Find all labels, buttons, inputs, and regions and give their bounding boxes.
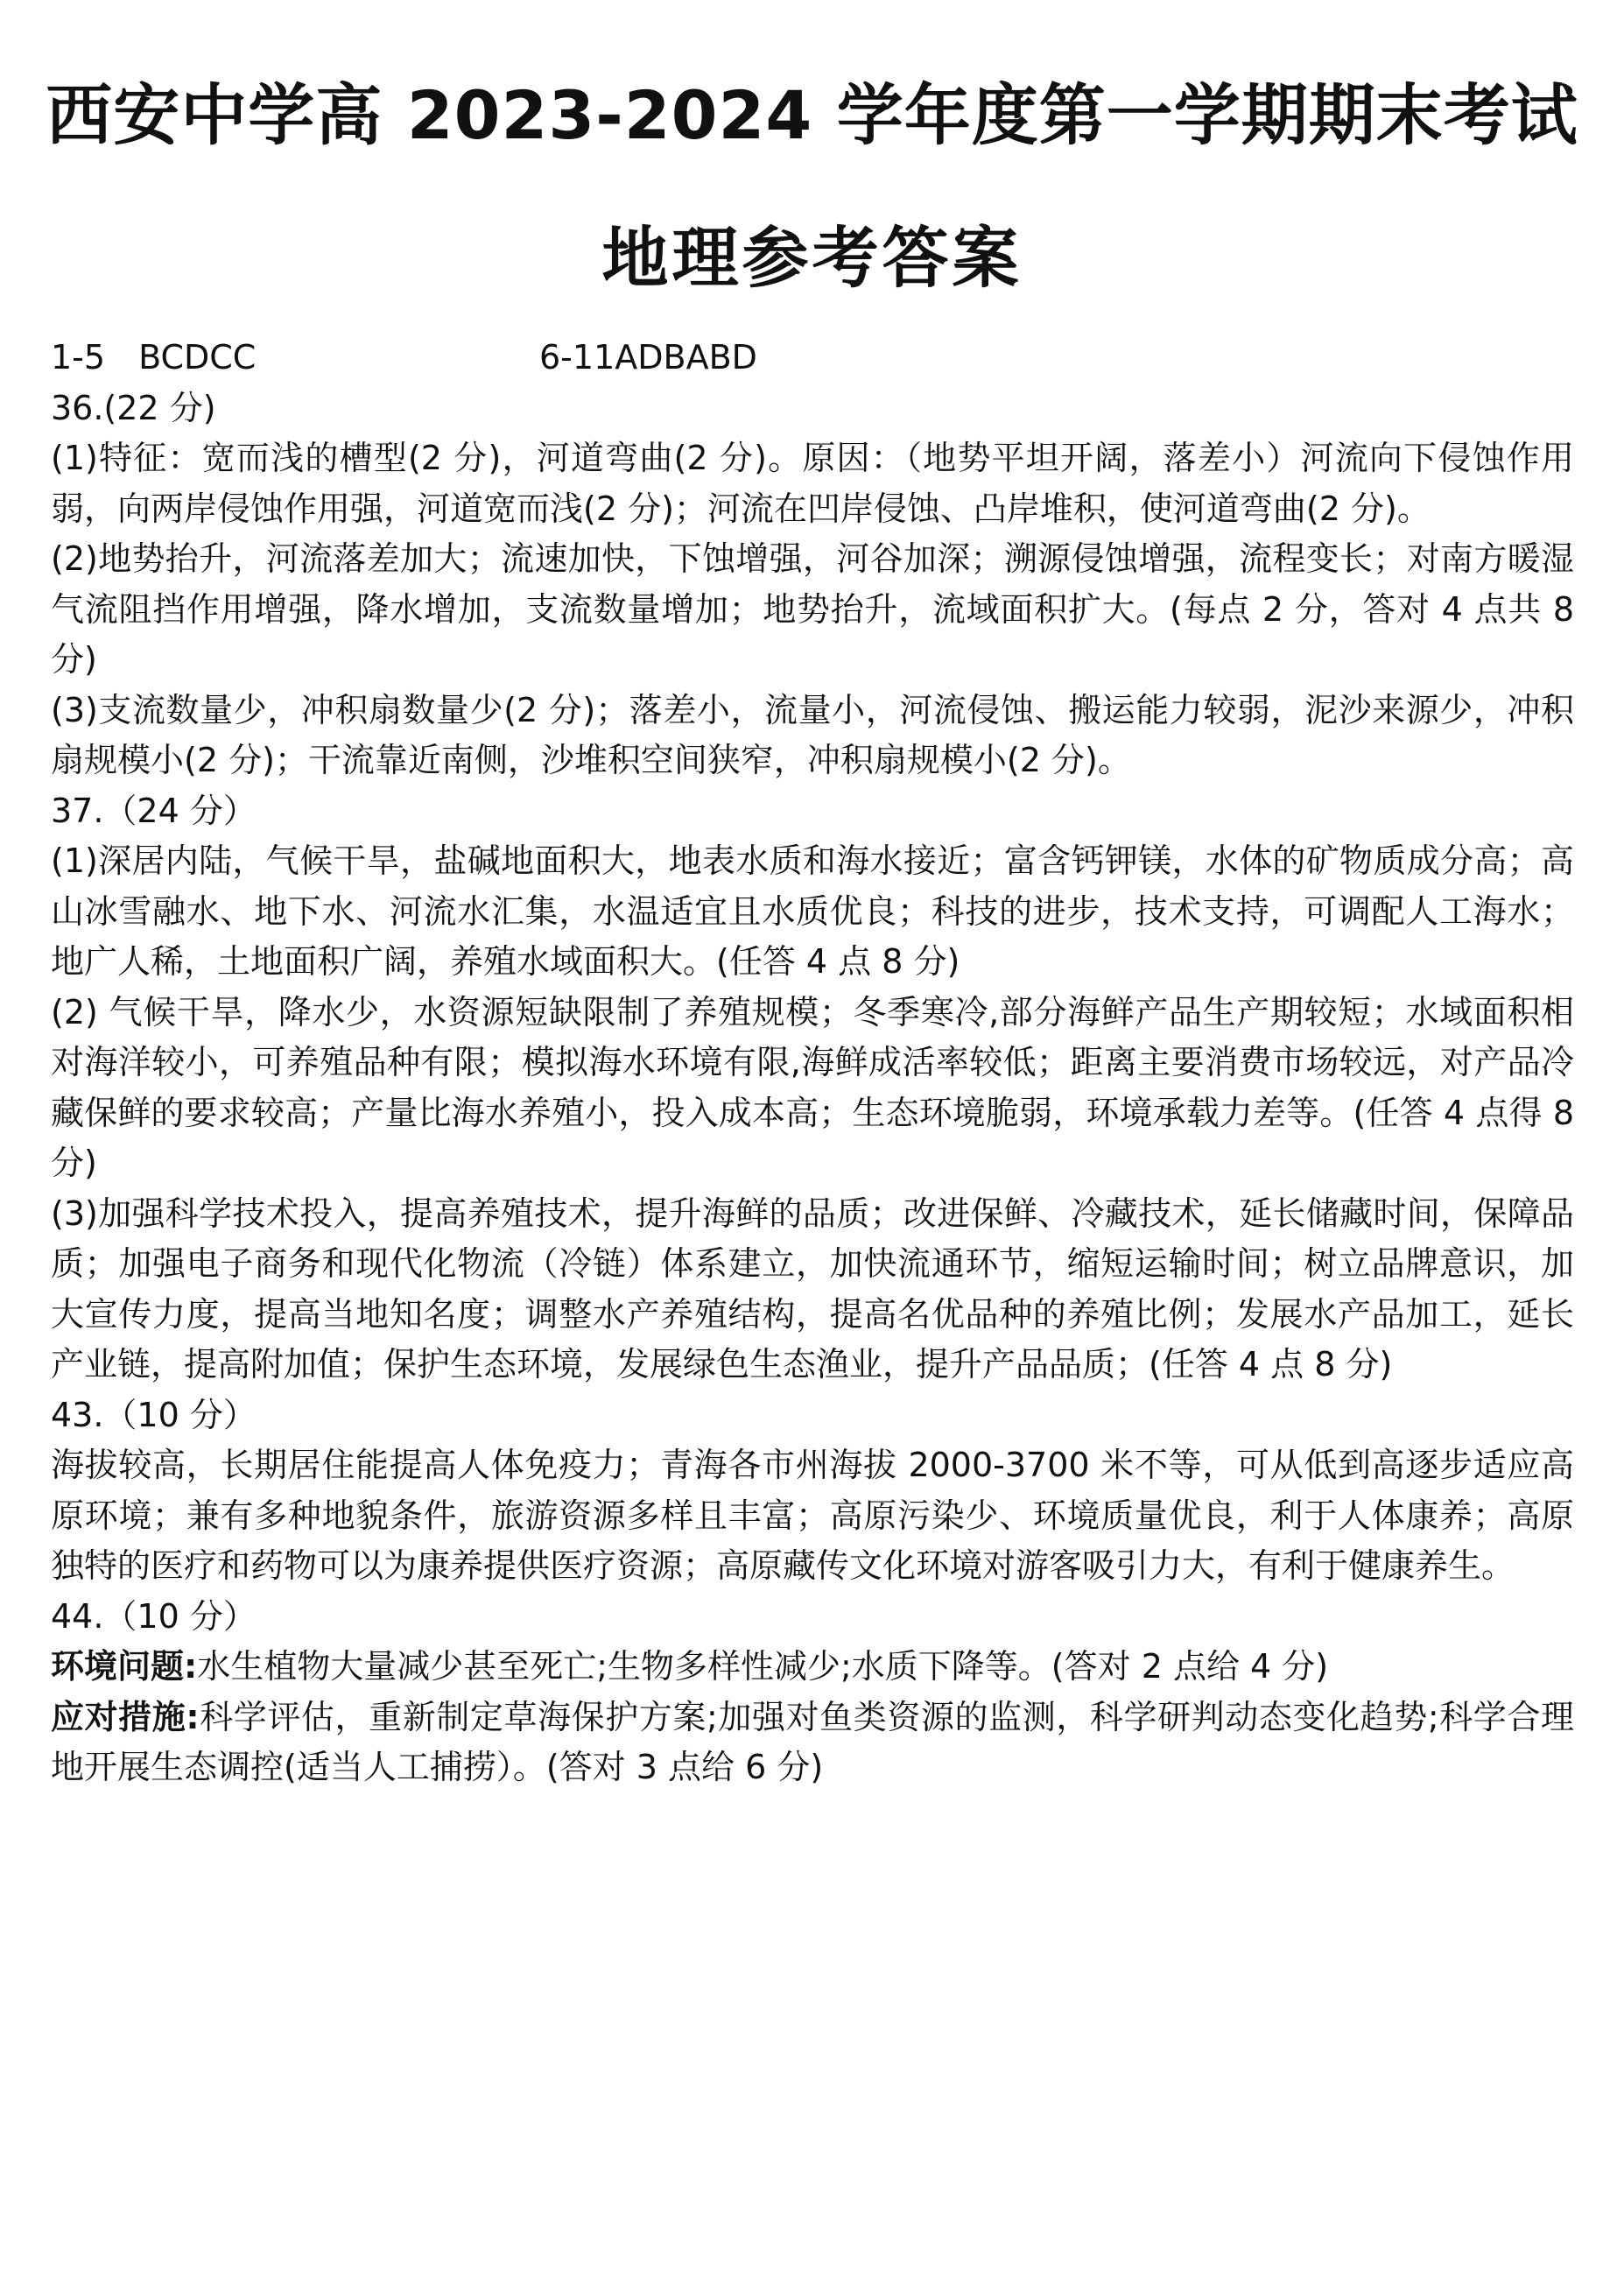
answer-content bbox=[51, 333, 1574, 1793]
q43-answer: 海拔较高，长期居住能提高人体免疫力；青海各市州海拔 2000-3700 米不等，可从低到高逐步适应高原环境；兼有多种地貌条件，旅游资源多样且丰富；高原污染少、环境质量优良，利于人体康养；高原独特的医疗和药物可以为康养提供医疗资源；高原藏传文化环境对游客吸引力大，有利于健康养生。 bbox=[51, 1446, 1574, 1585]
q44-countermeasures bbox=[51, 1693, 1574, 1793]
choice-group-1: 1-5 BCDCC bbox=[51, 338, 257, 377]
q44-environment-problem bbox=[51, 1642, 1574, 1693]
q36-part2: (2)地势抬升，河流落差加大；流速加快，下蚀增强，河谷加深；溯源侵蚀增强，流程变长；对南方暖湿气流阻挡作用增强，降水增加，支流数量增加；地势抬升，流域面积扩大。(每点 2 分，答对 4 点共 8 分) bbox=[51, 539, 1574, 679]
page-title: 西安中学高 2023-2024 学年度第一学期期末考试 bbox=[46, 76, 1578, 154]
q37-part1: (1)深居内陆，气候干旱，盐碱地面积大，地表水质和海水接近；富含钙钾镁，水体的矿物质成分高；高山冰雪融水、地下水、河流水汇集，水温适宜且水质优良；科技的进步，技术支持，可调配人工海水；地广人稀，土地面积广阔，养殖水域面积大。(任答 4 点 8 分) bbox=[51, 841, 1574, 981]
q36-heading: 36.(22 分) bbox=[51, 388, 216, 427]
q44-heading: 44.（10 分） bbox=[51, 1596, 257, 1636]
q37-part3: (3)加强科学技术投入，提高养殖技术，提升海鲜的品质；改进保鲜、冷藏技术，延长储藏时间，保障品质；加强电子商务和现代化物流（冷链）体系建立，加快流通环节，缩短运输时间；树立品牌意识，加大宣传力度，提高当地知名度；调整水产养殖结构，提高名优品种的养殖比例；发展水产品加工，延长产业链，提高附加值；保护生态环境，发展绿色生态渔业，提升产品品质；(任答 4 点 8 分) bbox=[51, 1193, 1574, 1383]
q43-heading: 43.（10 分） bbox=[51, 1395, 257, 1434]
q37-heading: 37.（24 分） bbox=[51, 791, 257, 830]
q36-part1: (1)特征：宽而浅的槽型(2 分)，河道弯曲(2 分)。原因：（地势平坦开阔，落差小）河流向下侵蚀作用弱，向两岸侵蚀作用强，河道宽而浅(2 分)；河流在凹岸侵蚀、凸岸堆积，使河道弯曲(2 分)。 bbox=[51, 439, 1574, 528]
choice-group-2: 6-11ADBABD bbox=[539, 338, 757, 377]
countermeasures-text: 科学评估，重新制定草海保护方案;加强对鱼类资源的监测，科学研判动态变化趋势;科学合理地开展生态调控(适当人工捕捞）。(答对 3 点给 6 分) bbox=[51, 1697, 1574, 1786]
countermeasures-label: 应对措施: bbox=[51, 1697, 200, 1736]
environment-problem-text: 水生植物大量减少甚至死亡;生物多样性减少;水质下降等。(答对 2 点给 4 分) bbox=[197, 1647, 1329, 1686]
q36-part3: (3)支流数量少，冲积扇数量少(2 分)；落差小，流量小，河流侵蚀、搬运能力较弱，泥沙来源少，冲积扇规模小(2 分)；干流靠近南侧，沙堆积空间狭窄，冲积扇规模小(2 分)。 bbox=[51, 690, 1574, 779]
q37-part2: (2) 气候干旱，降水少，水资源短缺限制了养殖规模；冬季寒冷,部分海鲜产品生产期较短；水域面积相对海洋较小，可养殖品种有限；模拟海水环境有限,海鲜成活率较低；距离主要消费市场较远，对产品冷藏保鲜的要求较高；产量比海水养殖小，投入成本高；生态环境脆弱，环境承载力差等。(任答 4 点得 8 分) bbox=[51, 992, 1574, 1182]
environment-problem-label: 环境问题: bbox=[51, 1647, 198, 1686]
multiple-choice-answers bbox=[51, 333, 1574, 384]
page-subtitle: 地理参考答案 bbox=[601, 219, 1023, 297]
